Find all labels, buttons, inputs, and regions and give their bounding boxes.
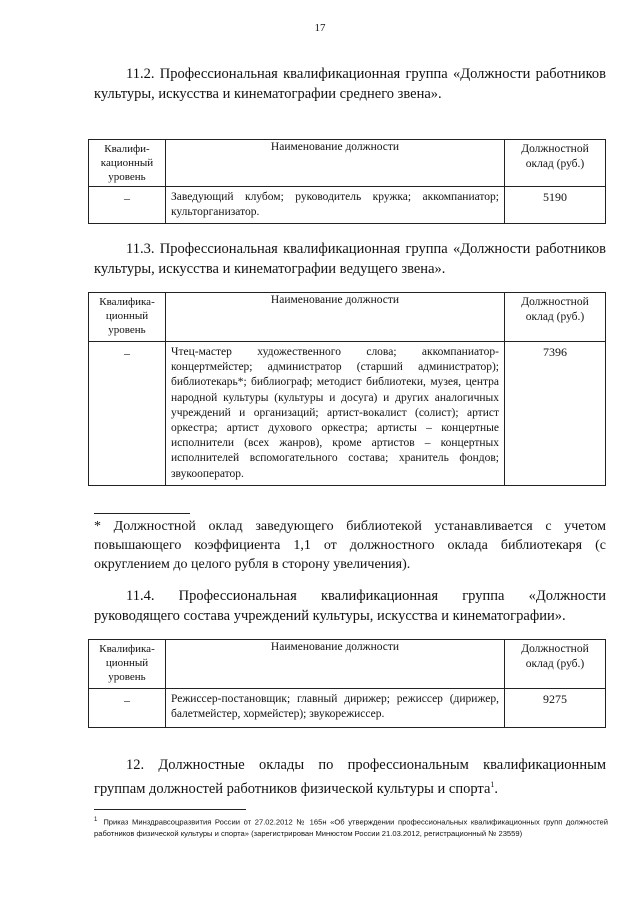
table-header-row: [89, 640, 606, 689]
cell-positions: Режиссер-постановщик; главный дирижер; режиссер (дирижер, балетмейстер, хормейстер); звукорежиссер.: [166, 689, 505, 728]
cell-salary: 9275: [505, 689, 606, 728]
page-number: 17: [314, 22, 326, 34]
table-row: [89, 689, 606, 728]
footnote: [94, 815, 608, 839]
cell-positions: Чтец-мастер художественного слова; аккомпаниатор-концертмейстер; администратор (старший администратор); библиотекарь*; библиограф; методист библиотеки, музея, центра народной культуры (культуры и досуга) и других аналогичных учреждений и организаций; артист-вокалист (солист); артист оркестра; артист духового оркестра; артисты – концертные исполнители (всех жанров), кроме артистов – концертных исполнителей вспомогательного состава; хранитель фондов; звукооператор.: [166, 342, 505, 486]
cell-level: –: [89, 342, 166, 486]
section-12-text: 12. Должностные оклады по профессиональным квалификационным группам должностей работников физической культуры и спорта: [94, 757, 606, 797]
cell-salary: 7396: [505, 342, 606, 486]
header-name: Наименование должности: [166, 140, 505, 187]
table-11-3: [88, 292, 606, 486]
table-11-2: [88, 139, 606, 224]
table-header-row: [89, 293, 606, 342]
table-11-4: [88, 639, 606, 728]
header-salary: Должностной оклад (руб.): [505, 140, 606, 187]
header-level: Квалифика-ционный уровень: [89, 293, 166, 342]
header-name: Наименование должности: [166, 293, 505, 342]
footnote-text: Приказ Минздравсоцразвития России от 27.02.2012 № 165н «Об утверждении профессиональных квалификационных групп должностей работников физической культуры и спорта» (зарегистрирован Минюстом России 21.03.2012, регистрационный № 23559): [94, 817, 608, 838]
section-number: 11.4.: [126, 588, 155, 604]
cell-level: –: [89, 187, 166, 224]
footnote-mark: 1: [94, 817, 98, 823]
table-row: [89, 342, 606, 486]
section-heading-text: Профессиональная квалификационная группа «Должности руководящего состава учреждений культуры, искусства и кинематографии».: [94, 588, 606, 624]
table-row: [89, 187, 606, 224]
section-12-paragraph: [94, 755, 606, 799]
section-number: 11.3.: [126, 241, 155, 257]
section-number: 11.2.: [126, 66, 155, 82]
header-salary: Должностной оклад (руб.): [505, 640, 606, 689]
footnote-reference[interactable]: 1: [490, 780, 495, 789]
asterisk-note: * Должностной оклад заведующего библиотекой устанавливается с учетом повышающего коэффициента 1,1 от должностного оклада библиотекаря (с округлением до целого рубля в сторону увеличения).: [94, 519, 606, 572]
table-header-row: [89, 140, 606, 187]
section-11-2-heading: [94, 64, 606, 104]
header-name: Наименование должности: [166, 640, 505, 689]
section-11-4-heading: [94, 586, 606, 626]
header-salary: Должностной оклад (руб.): [505, 293, 606, 342]
cell-positions: Заведующий клубом; руководитель кружка; аккомпаниатор; культорганизатор.: [166, 187, 505, 224]
section-heading-text: Профессиональная квалификационная группа «Должности работников культуры, искусства и кинематографии ведущего звена».: [94, 241, 607, 277]
section-11-3-heading: [94, 239, 606, 279]
header-level: Квалифи-кационный уровень: [89, 140, 166, 187]
note-separator: [94, 513, 190, 514]
cell-salary: 5190: [505, 187, 606, 224]
section-12-end: .: [494, 780, 499, 797]
header-level: Квалифика-ционный уровень: [89, 640, 166, 689]
section-heading-text: Профессиональная квалификационная группа «Должности работников культуры, искусства и кинематографии среднего звена».: [94, 66, 607, 102]
cell-level: –: [89, 689, 166, 728]
footnote-separator: [94, 809, 246, 810]
